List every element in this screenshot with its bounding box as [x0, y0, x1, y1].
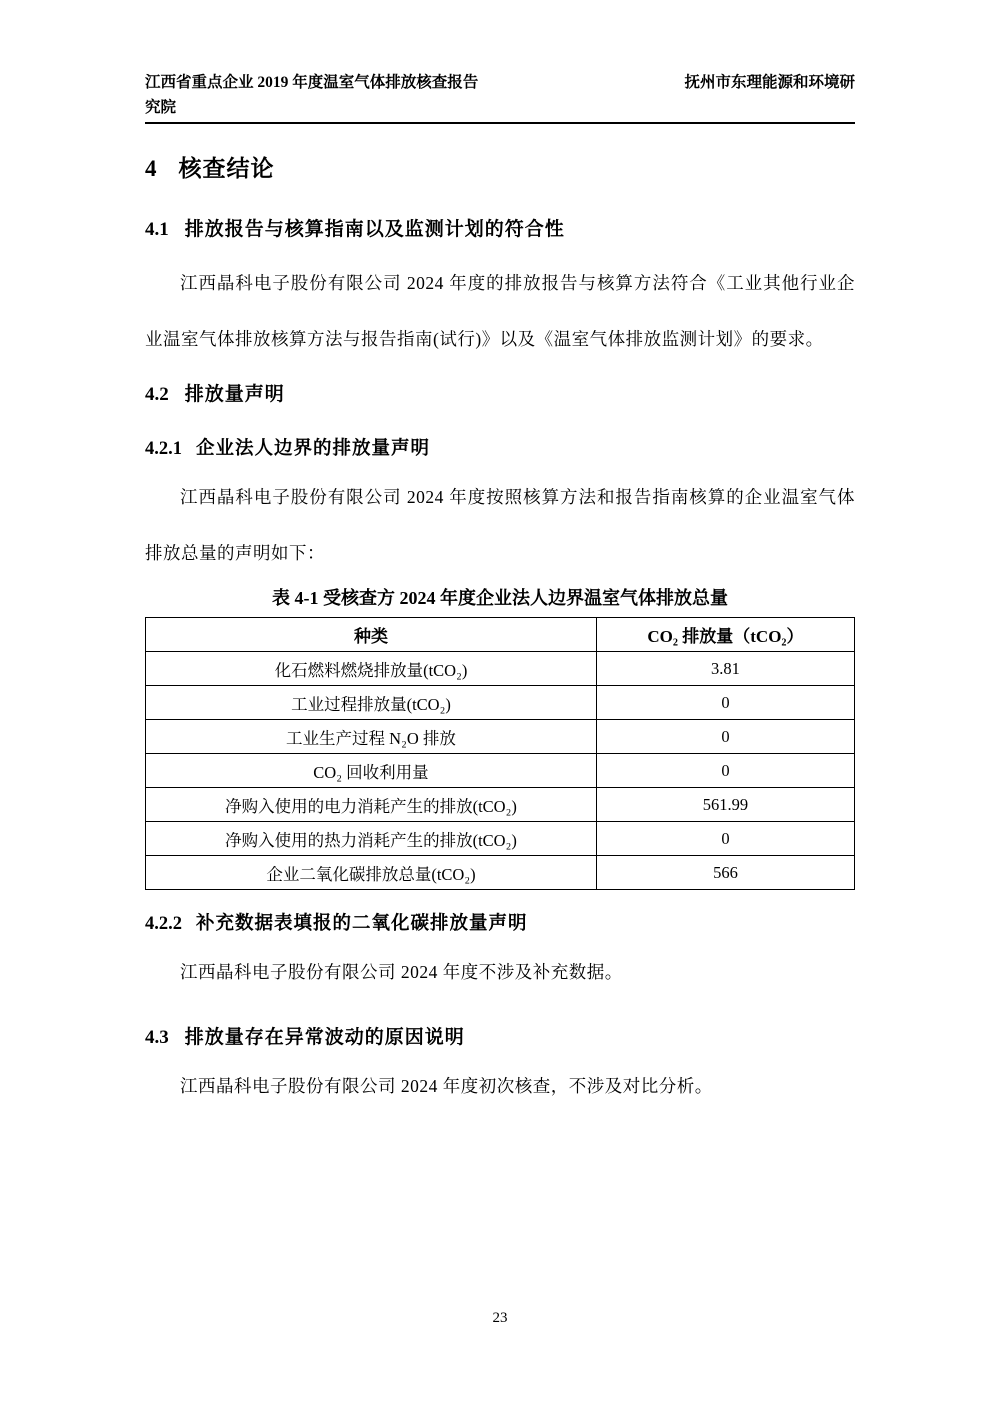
table-cell-value: 0	[596, 686, 854, 720]
section-4-heading	[145, 150, 855, 183]
section-4-1-heading	[145, 214, 855, 241]
section-4-3-paragraph: 江西晶科电子股份有限公司 2024 年度初次核查，不涉及对比分析。	[180, 1076, 713, 1096]
table-header-row	[146, 618, 855, 652]
table-cell-value: 561.99	[596, 788, 854, 822]
table-row	[146, 720, 855, 754]
page-number: 23	[492, 1310, 508, 1326]
section-4-1-title: 排放报告与核算指南以及监测计划的符合性	[184, 219, 565, 240]
section-4-2-1-paragraph: 江西晶科电子股份有限公司 2024 年度按照核算方法和报告指南核算的企业温室气体排放总量的声明如下：	[145, 487, 855, 563]
table-cell-type: CO₂ 回收利用量	[146, 754, 597, 788]
section-4-2-title: 排放量声明	[184, 384, 285, 405]
section-4-2-heading	[145, 379, 855, 406]
table-header-emission: CO₂ 排放量（tCO₂）	[596, 618, 854, 652]
header-organization-wrap: 究院	[145, 99, 177, 116]
section-4-3-number: 4.3	[145, 1027, 169, 1048]
section-4-1-number: 4.1	[145, 219, 169, 240]
page-footer	[0, 1310, 1000, 1327]
page-header-line1	[145, 70, 855, 95]
section-4-2-1-title: 企业法人边界的排放量声明	[196, 439, 431, 459]
table-cell-type: 化石燃料燃烧排放量(tCO₂)	[146, 652, 597, 686]
table-cell-value: 0	[596, 720, 854, 754]
section-4-3-heading	[145, 1022, 855, 1049]
table-cell-type: 企业二氧化碳排放总量(tCO₂)	[146, 856, 597, 890]
section-4-1-paragraph: 江西晶科电子股份有限公司 2024 年度的排放报告与核算方法符合《工业其他行业企业温室气体排放核算方法与报告指南(试行)》以及《温室气体排放监测计划》的要求。	[145, 273, 855, 349]
header-organization: 抚州市东理能源和环境研	[684, 74, 855, 91]
table-row	[146, 822, 855, 856]
emissions-table	[145, 617, 855, 890]
section-4-2-2-paragraph: 江西晶科电子股份有限公司 2024 年度不涉及补充数据。	[180, 962, 623, 982]
table-cell-type: 净购入使用的热力消耗产生的排放(tCO₂)	[146, 822, 597, 856]
table-row	[146, 788, 855, 822]
table-cell-value: 3.81	[596, 652, 854, 686]
table-4-1-caption: 表 4-1 受核查方 2024 年度企业法人边界温室气体排放总量	[272, 588, 728, 608]
section-4-3-title: 排放量存在异常波动的原因说明	[184, 1027, 465, 1048]
table-row	[146, 856, 855, 890]
table-row	[146, 652, 855, 686]
table-row	[146, 754, 855, 788]
section-4-title: 核查结论	[178, 156, 275, 181]
table-cell-type: 净购入使用的电力消耗产生的排放(tCO₂)	[146, 788, 597, 822]
section-4-2-2-title: 补充数据表填报的二氧化碳排放量声明	[196, 914, 528, 934]
table-cell-type: 工业过程排放量(tCO₂)	[146, 686, 597, 720]
section-4-2-2-number: 4.2.2	[145, 914, 182, 934]
section-4-number: 4	[145, 156, 157, 181]
table-cell-value: 0	[596, 822, 854, 856]
section-4-2-1-heading	[145, 434, 855, 460]
table-cell-value: 0	[596, 754, 854, 788]
table-cell-type: 工业生产过程 N₂O 排放	[146, 720, 597, 754]
header-report-title: 江西省重点企业 2019 年度温室气体排放核查报告	[145, 74, 479, 91]
section-4-2-number: 4.2	[145, 384, 169, 405]
section-4-2-1-number: 4.2.1	[145, 439, 182, 459]
table-row	[146, 686, 855, 720]
table-header-type: 种类	[146, 618, 597, 652]
table-cell-value: 566	[596, 856, 854, 890]
section-4-2-2-heading	[145, 909, 855, 935]
page-header	[145, 70, 855, 124]
